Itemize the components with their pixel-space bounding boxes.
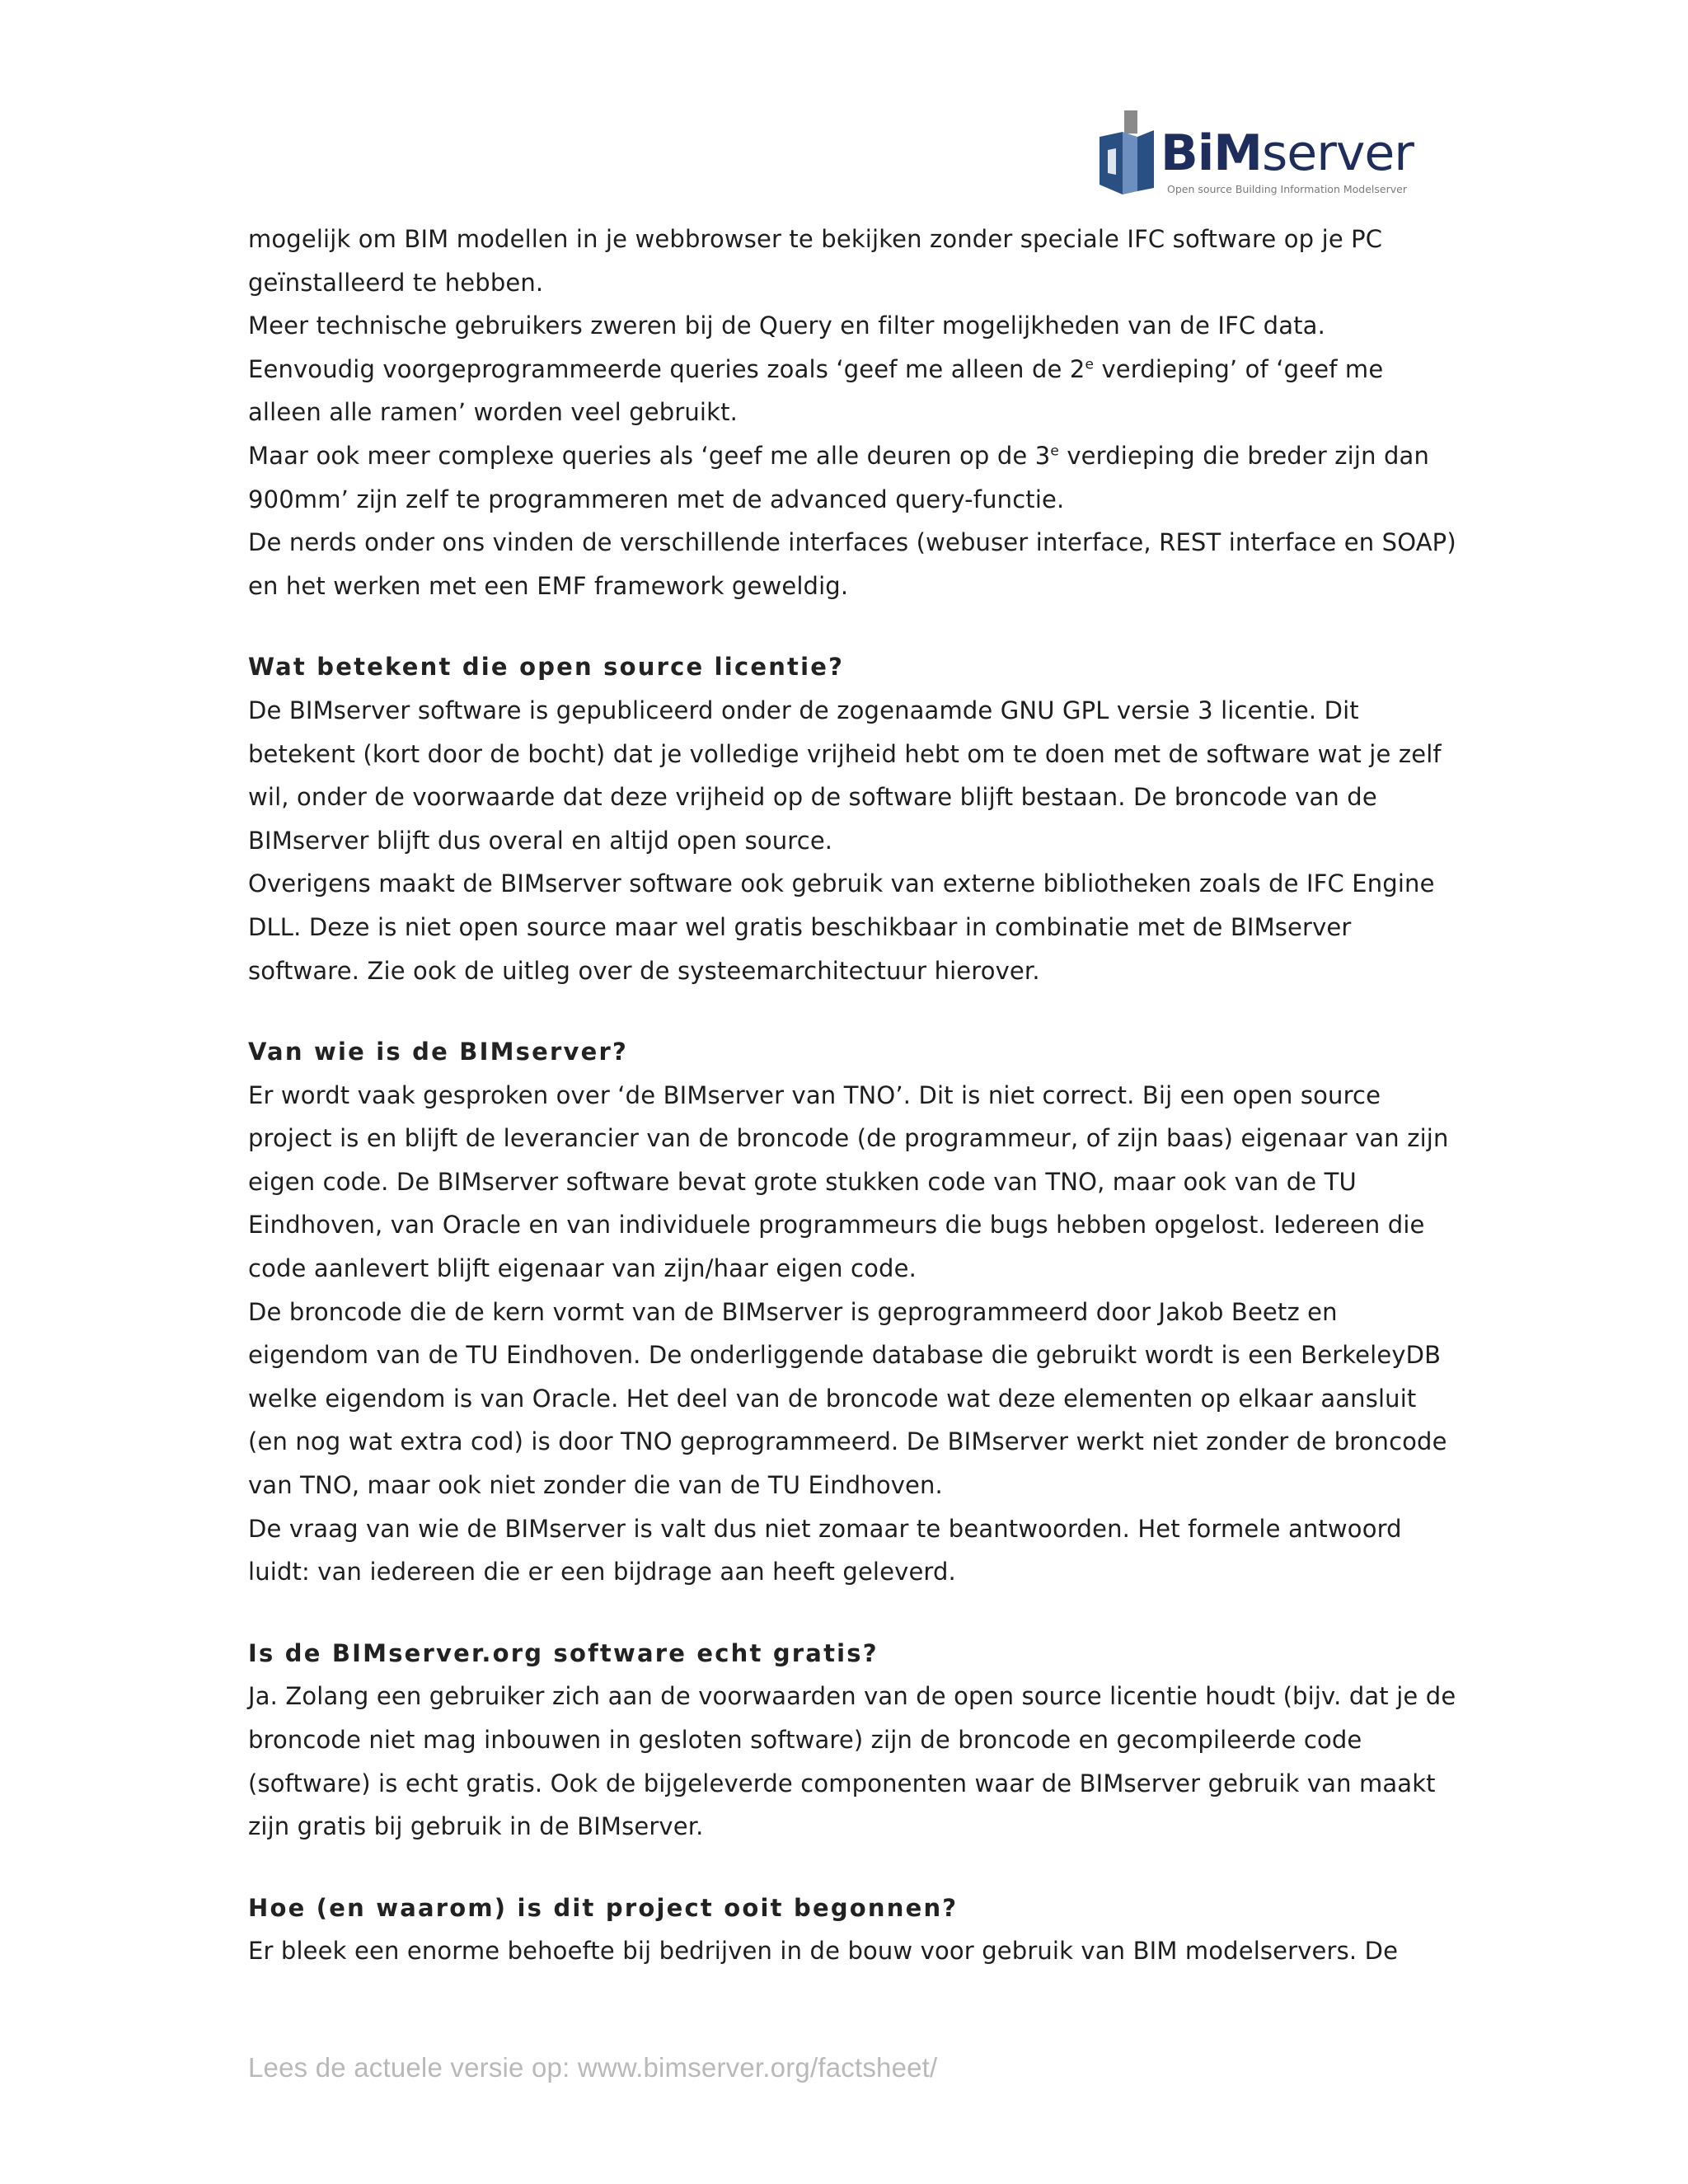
bimserver-logo xyxy=(1095,109,1441,203)
paragraph: Er bleek een enorme behoefte bij bedrijven in de bouw voor gebruik van BIM modelservers. De xyxy=(248,1937,1399,1966)
section-heading: Van wie is de BIMserver? xyxy=(248,1038,628,1066)
paragraph: De broncode die de kern vormt van de BIMserver is geprogrammeerd door Jakob Beetz en eigendom van de TU Eindhoven. De onderliggende database die gebruikt wordt is een BerkeleyDB welke eigendom is van Oracle. Het deel van de broncode wat deze elementen op elkaar aansluit (en nog wat extra cod) is door TNO geprogrammeerd. De BIMserver werkt niet zonder de broncode van TNO, maar ook niet zonder die van de TU Eindhoven. xyxy=(248,1297,1447,1500)
paragraph: Overigens maakt de BIMserver software ook gebruik van externe bibliotheken zoals de IFC Engine DLL. Deze is niet open source maar wel gratis beschikbaar in combinatie met de BIMserver software. Zie ook de uitleg over de systeemarchitectuur hierover. xyxy=(248,869,1435,985)
paragraph: De vraag van wie de BIMserver is valt dus niet zomaar te beantwoorden. Het formele antwoord luidt: van iedereen die er een bijdrage aan heeft geleverd. xyxy=(248,1514,1402,1586)
bimserver-logo-graphic xyxy=(1095,109,1441,203)
section-heading: Is de BIMserver.org software echt gratis? xyxy=(248,1638,879,1667)
document-body xyxy=(248,218,1460,1973)
paragraph: De BIMserver software is gepubliceerd onder de zogenaamde GNU GPL versie 3 licentie. Dit betekent (kort door de bocht) dat je volledige vrijheid hebt om te doen met de software wat je zelf wil, onder de voorwaarde dat deze vrijheid op de software blijft bestaan. De broncode van de BIMserver blijft dus overal en altijd open source. xyxy=(248,696,1442,855)
paragraph: mogelijk om BIM modellen in je webbrowser te bekijken zonder speciale IFC software op je PC geïnstalleerd te hebben. xyxy=(248,225,1383,297)
paragraph: Er wordt vaak gesproken over ‘de BIMserver van TNO’. Dit is niet correct. Bij een open source project is en blijft de leverancier van de broncode (de programmeur, of zijn baas) eigenaar van zijn eigen code. De BIMserver software bevat grote stukken code van TNO, maar ook van de TU Eindhoven, van Oracle en van individuele programmeurs die bugs hebben opgelost. Iedereen die code aanlevert blijft eigenaar van zijn/haar eigen code. xyxy=(248,1080,1449,1283)
logo-wordmark: BiMserver xyxy=(1160,124,1414,182)
section-heading: Hoe (en waarom) is dit project ooit begonnen? xyxy=(248,1893,959,1922)
paragraph: Ja. Zolang een gebruiker zich aan de voorwaarden van de open source licentie houdt (bijv. dat je de broncode niet mag inbouwen in gesloten software) zijn de broncode en gecompileerde code (software) is echt gratis. Ook de bijgeleverde componenten waar de BIMserver gebruik van maakt zijn gratis bij gebruik in de BIMserver. xyxy=(248,1682,1456,1841)
paragraph: Meer technische gebruikers zweren bij de Query en filter mogelijkheden van de IFC data. xyxy=(248,312,1325,340)
footer-url-note: Lees de actuele versie op: www.bimserver.org/factsheet/ xyxy=(248,2052,938,2083)
section-heading: Wat betekent die open source licentie? xyxy=(248,653,845,682)
paragraph-queries-complex: Maar ook meer complexe queries als ‘geef me alle deuren op de 3e verdieping die breder zijn dan 900mm’ zijn zelf te programmeren met de advanced query-functie. xyxy=(248,441,1429,513)
paragraph-queries-simple: Eenvoudig voorgeprogrammeerde queries zoals ‘geef me alleen de 2e verdieping’ of ‘geef me alleen alle ramen’ worden veel gebruikt. xyxy=(248,354,1384,427)
logo-tagline: Open source Building Information Modelserver xyxy=(1167,183,1407,195)
paragraph: De nerds onder ons vinden de verschillende interfaces (webuser interface, REST interface en SOAP) en het werken met een EMF framework geweldig. xyxy=(248,528,1456,600)
